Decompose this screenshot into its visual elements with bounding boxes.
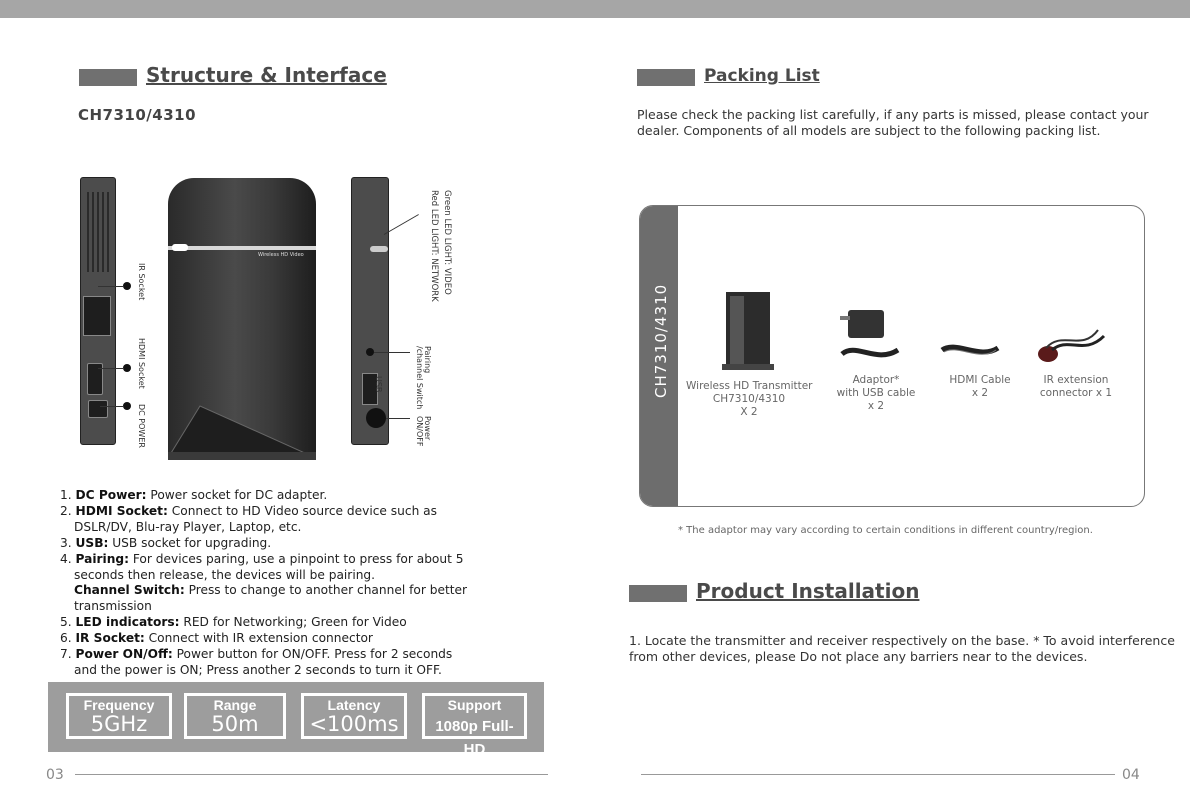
spec-value: 5GHz (90, 712, 148, 736)
feature-list-line (60, 504, 530, 520)
item-caption-line: with USB cable (836, 387, 916, 399)
item-caption-line: x 2 (971, 387, 989, 399)
packing-intro-line: Please check the packing list carefully, if any parts is missed, please contact your (637, 107, 1149, 122)
device-side-panel (351, 177, 389, 445)
feature-number: 6. (60, 631, 72, 646)
feature-description: Connect with IR extension connector (148, 631, 373, 646)
item-caption-line: IR extension (1043, 374, 1109, 386)
feature-list-line (60, 568, 530, 584)
packing-intro-line: dealer. Components of all models are subject to the following packing list. (637, 123, 1101, 138)
ir-socket-port (83, 296, 111, 336)
item-caption-line: x 2 (867, 400, 885, 412)
install-text-line: from other devices, please Do not place any barriers near to the devices. (629, 649, 1088, 664)
label-onoff: ON/OFF (415, 416, 424, 447)
label-led-green: Green LED LIGHT: VIDEO (442, 190, 452, 295)
feature-description: and the power is ON; Press another 2 seconds to turn it OFF. (74, 662, 442, 677)
feature-number: 4. (60, 551, 72, 566)
feature-description: transmission (74, 599, 152, 614)
footer-rule (641, 774, 1115, 775)
heading-bar (637, 69, 695, 86)
feature-description: USB socket for upgrading. (112, 535, 272, 550)
page-number-right: 04 (1122, 767, 1140, 783)
feature-term: Pairing: (75, 551, 129, 566)
item-caption-line: HDMI Cable (949, 374, 1011, 386)
feature-term: USB: (75, 535, 109, 550)
packing-intro (637, 107, 1149, 139)
spec-band (48, 682, 544, 758)
packing-item-ir-extension (1028, 374, 1124, 400)
spec-value: 50m (211, 712, 259, 736)
spec-support (422, 693, 527, 758)
feature-description: Connect to HD Video source device such as (171, 503, 437, 518)
item-caption-line: Adaptor* (852, 374, 900, 386)
label-channel-switch: /channel Switch (415, 346, 424, 410)
packing-box-model: CH7310/4310 (652, 283, 670, 398)
feature-list-line (60, 599, 530, 615)
spec-label: Range (213, 697, 257, 713)
feature-description: DSLR/DV, Blu-ray Player, Laptop, etc. (74, 519, 302, 534)
power-button-icon (366, 408, 386, 428)
feature-number: 3. (60, 535, 72, 550)
feature-number: 7. (60, 647, 72, 662)
spec-latency (301, 693, 407, 739)
feature-description: Press to change to another channel for better (188, 583, 468, 598)
install-text-line: 1. Locate the transmitter and receiver respectively on the base. * To avoid interference (629, 633, 1175, 648)
packing-title: Packing List (704, 66, 820, 86)
feature-description: Power button for ON/OFF. Press for 2 seconds (176, 647, 453, 662)
front-brand-text: Wireless HD Video (258, 252, 304, 258)
hdmi-cable-image (940, 336, 1000, 362)
feature-list-line (60, 520, 530, 536)
feature-list (60, 488, 530, 679)
feature-description: RED for Networking; Green for Video (183, 615, 407, 630)
feature-term: LED indicators: (75, 615, 180, 630)
heading-bar (629, 585, 687, 602)
adaptor-image (836, 306, 906, 366)
spec-label: Support (447, 697, 502, 713)
item-caption-line: Wireless HD Transmitter (686, 380, 813, 392)
feature-list-line (60, 647, 530, 663)
feature-list-line (60, 488, 530, 504)
spec-value: <100ms (309, 712, 399, 736)
feature-list-line (60, 583, 530, 599)
transmitter-image (720, 290, 778, 372)
packing-item-transmitter (686, 380, 812, 419)
label-led-red: Red LED LIGHT: NETWORK (429, 190, 439, 302)
page-number-left: 03 (46, 767, 64, 783)
device-back-panel (80, 177, 116, 445)
feature-term: HDMI Socket: (75, 503, 168, 518)
spec-value: 1080p Full-HD (435, 718, 514, 758)
item-caption-line: connector x 1 (1039, 387, 1113, 399)
model-name: CH7310/4310 (78, 106, 197, 124)
adaptor-note: * The adaptor may vary according to certain conditions in different country/region. (678, 525, 1093, 536)
footer-rule (75, 774, 548, 775)
packing-item-hdmi-cable (934, 374, 1026, 400)
feature-list-line (60, 552, 530, 568)
feature-term: IR Socket: (75, 631, 145, 646)
feature-term: Channel Switch: (74, 583, 185, 598)
feature-description: seconds then release, the devices will be pairing. (74, 567, 376, 582)
left-page (0, 18, 595, 810)
packing-box (639, 205, 1145, 507)
spec-range (184, 693, 286, 739)
label-power: Power (423, 416, 432, 441)
packing-item-adaptor (824, 374, 928, 413)
spec-label: Frequency (83, 697, 155, 713)
dc-power-port (88, 400, 108, 418)
ir-extension-image (1032, 326, 1108, 366)
spec-frequency (66, 693, 172, 739)
label-pairing: Pairing (423, 346, 432, 374)
feature-list-line (60, 663, 530, 679)
label-ir-socket: IR Socket (137, 263, 146, 301)
feature-description: Power socket for DC adapter. (150, 488, 328, 502)
section-title: Structure & Interface (146, 63, 387, 87)
feature-term: DC Power: (75, 488, 147, 502)
side-led (370, 246, 388, 252)
feature-description: For devices paring, use a pinpoint to press for about 5 (132, 551, 464, 566)
feature-list-line (60, 631, 530, 647)
heading-bar (79, 69, 137, 86)
top-bar (0, 0, 1190, 18)
item-caption-line: CH7310/4310 (712, 393, 786, 405)
install-text (629, 633, 1175, 665)
right-page (595, 18, 1190, 810)
packing-box-side (640, 206, 678, 506)
feature-number: 2. (60, 503, 72, 518)
install-title: Product Installation (696, 579, 920, 603)
feature-number: 1. (60, 488, 72, 502)
feature-term: Power ON/Off: (75, 647, 173, 662)
label-hdmi-socket: HDMI Socket (137, 338, 146, 389)
front-led (172, 244, 188, 251)
label-usb: USB (374, 376, 383, 393)
feature-list-line (60, 615, 530, 631)
feature-list-line (60, 536, 530, 552)
item-caption-line: X 2 (740, 406, 758, 418)
spec-label: Latency (327, 697, 381, 713)
label-dc-power: DC POWER (137, 404, 146, 448)
device-stand (168, 402, 316, 460)
feature-number: 5. (60, 615, 72, 630)
